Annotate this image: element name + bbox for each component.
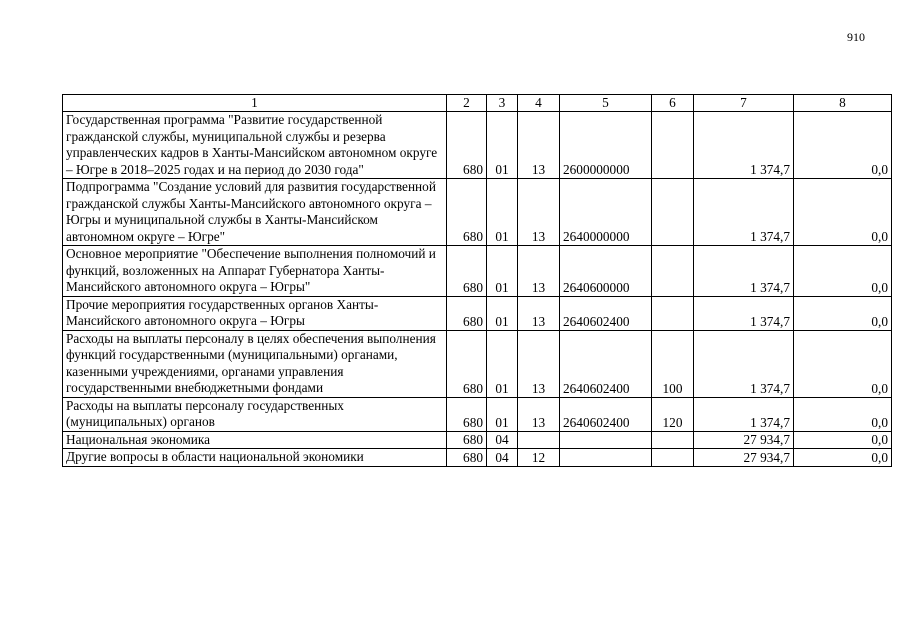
cell-col4: 13: [518, 397, 560, 431]
cell-col2: 680: [447, 246, 487, 297]
row-name: Другие вопросы в области национальной экономики: [63, 449, 447, 467]
header-cell: 3: [487, 95, 518, 112]
cell-col6: [652, 246, 694, 297]
cell-col5: [560, 449, 652, 467]
row-name: Подпрограмма "Создание условий для развития государственной гражданской службы Ханты-Мансийского автономного округа – Югры и муниципальной службы в Ханты-Мансийском автономном округе – Югре": [63, 179, 447, 246]
header-cell: 7: [694, 95, 794, 112]
cell-col6: [652, 179, 694, 246]
cell-col4: 13: [518, 179, 560, 246]
cell-col5: 2640602400: [560, 296, 652, 330]
cell-col5: 2640602400: [560, 397, 652, 431]
row-name: Основное мероприятие "Обеспечение выполнения полномочий и функций, возложенных на Аппарат Губернатора Ханты-Мансийского автономного округа – Югры": [63, 246, 447, 297]
cell-col4: 13: [518, 296, 560, 330]
cell-col3: 01: [487, 397, 518, 431]
row-name: Расходы на выплаты персоналу в целях обеспечения выполнения функций государственными (муниципальными) органами, казенными учреждениями, органами управления государственными внебюджетными фондами: [63, 330, 447, 397]
cell-col2: 680: [447, 112, 487, 179]
cell-col6: [652, 112, 694, 179]
budget-table: [62, 94, 892, 467]
cell-col2: 680: [447, 431, 487, 449]
header-cell: 2: [447, 95, 487, 112]
row-name: Государственная программа "Развитие государственной гражданской службы, муниципальной службы и резерва управленческих кадров в Ханты-Мансийском автономном округе – Югре в 2018–2025 годах и на период до 2030 года": [63, 112, 447, 179]
header-cell: 1: [63, 95, 447, 112]
cell-col2: 680: [447, 449, 487, 467]
cell-col6: [652, 296, 694, 330]
table-row: [63, 179, 892, 246]
table-row: [63, 112, 892, 179]
cell-col4: 13: [518, 112, 560, 179]
cell-col3: 01: [487, 112, 518, 179]
table-row: [63, 296, 892, 330]
cell-col5: 2640602400: [560, 330, 652, 397]
cell-col8: 0,0: [794, 431, 892, 449]
cell-col7: 1 374,7: [694, 112, 794, 179]
row-name: Расходы на выплаты персоналу государственных (муниципальных) органов: [63, 397, 447, 431]
cell-col2: 680: [447, 397, 487, 431]
header-cell: 8: [794, 95, 892, 112]
cell-col7: 1 374,7: [694, 246, 794, 297]
cell-col6: [652, 449, 694, 467]
cell-col7: 27 934,7: [694, 431, 794, 449]
cell-col5: 2600000000: [560, 112, 652, 179]
cell-col6: 100: [652, 330, 694, 397]
cell-col3: 01: [487, 179, 518, 246]
cell-col4: 13: [518, 246, 560, 297]
cell-col6: 120: [652, 397, 694, 431]
row-name: Прочие мероприятия государственных органов Ханты-Мансийского автономного округа – Югры: [63, 296, 447, 330]
cell-col4: 12: [518, 449, 560, 467]
cell-col3: 04: [487, 449, 518, 467]
cell-col8: 0,0: [794, 112, 892, 179]
table-header-row: [63, 95, 892, 112]
cell-col4: 13: [518, 330, 560, 397]
cell-col7: 1 374,7: [694, 330, 794, 397]
cell-col7: 1 374,7: [694, 179, 794, 246]
cell-col7: 1 374,7: [694, 296, 794, 330]
table-row: [63, 431, 892, 449]
cell-col8: 0,0: [794, 179, 892, 246]
cell-col4: [518, 431, 560, 449]
cell-col5: 2640600000: [560, 246, 652, 297]
table-row: [63, 330, 892, 397]
row-name: Национальная экономика: [63, 431, 447, 449]
cell-col2: 680: [447, 296, 487, 330]
table-row: [63, 449, 892, 467]
cell-col8: 0,0: [794, 296, 892, 330]
cell-col8: 0,0: [794, 246, 892, 297]
cell-col5: 2640000000: [560, 179, 652, 246]
cell-col8: 0,0: [794, 449, 892, 467]
cell-col6: [652, 431, 694, 449]
table-row: [63, 397, 892, 431]
cell-col3: 01: [487, 246, 518, 297]
cell-col2: 680: [447, 179, 487, 246]
cell-col8: 0,0: [794, 397, 892, 431]
header-cell: 5: [560, 95, 652, 112]
table-row: [63, 246, 892, 297]
header-cell: 4: [518, 95, 560, 112]
page-number: 910: [847, 30, 865, 44]
cell-col2: 680: [447, 330, 487, 397]
header-cell: 6: [652, 95, 694, 112]
cell-col7: 1 374,7: [694, 397, 794, 431]
cell-col3: 04: [487, 431, 518, 449]
cell-col8: 0,0: [794, 330, 892, 397]
cell-col7: 27 934,7: [694, 449, 794, 467]
cell-col3: 01: [487, 296, 518, 330]
cell-col5: [560, 431, 652, 449]
cell-col3: 01: [487, 330, 518, 397]
